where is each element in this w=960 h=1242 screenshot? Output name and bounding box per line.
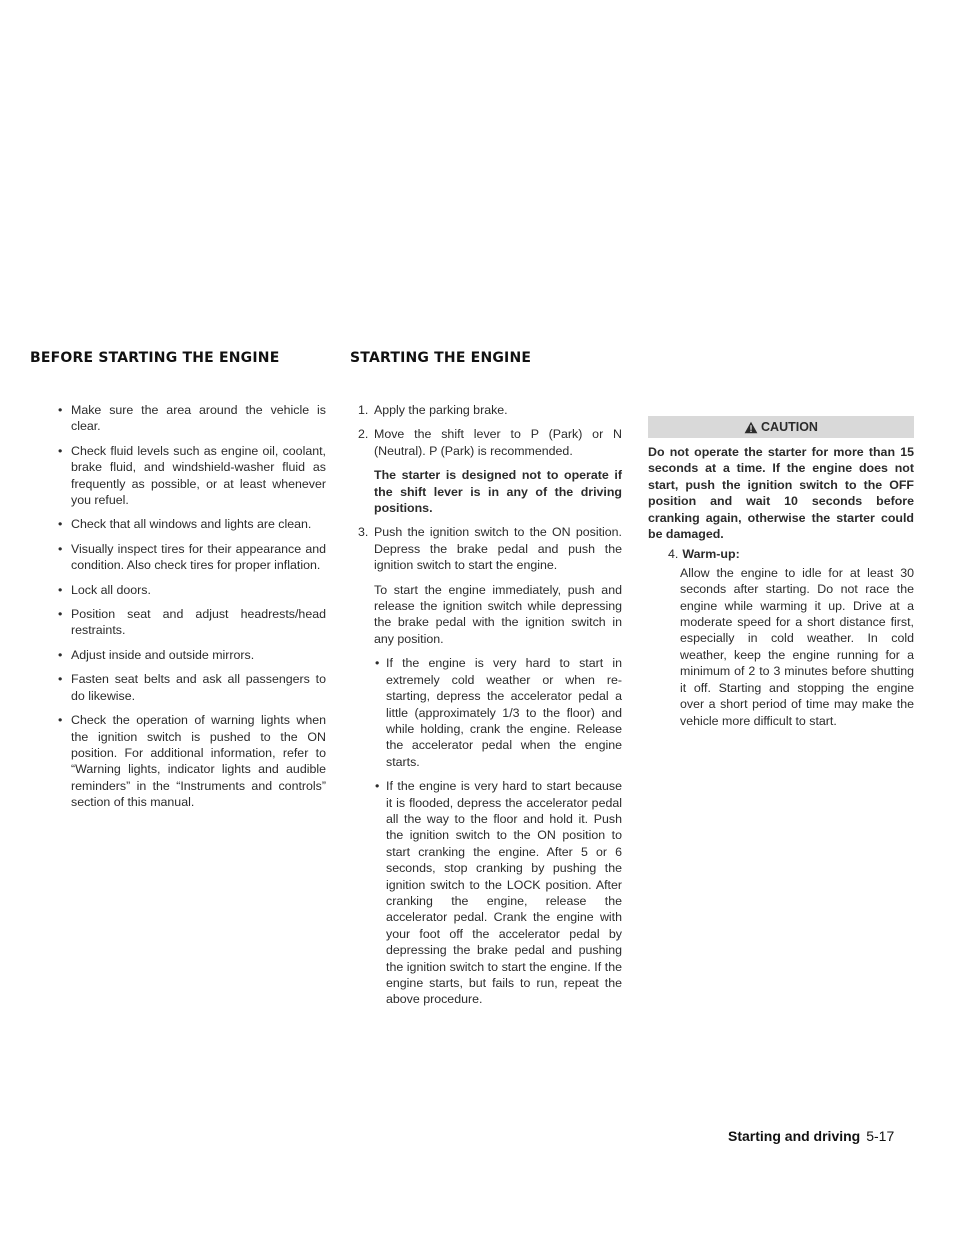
step-3 [358,524,622,573]
step-text: Apply the parking brake. [374,403,508,417]
list-item: • Visually inspect tires for their appearance and condition. Also check tires for proper inflation. [58,541,326,574]
step-1 [358,402,622,418]
caution-label: CAUTION [761,420,818,434]
before-starting-checklist [58,402,326,819]
list-item: • Position seat and adjust headrests/head restraints. [58,606,326,639]
list-item: • Check that all windows and lights are clean. [58,516,326,532]
cold-weather-tip: • If the engine is very hard to start in extremely cold weather or when re-starting, depress the accelerator pedal a little (approximately 1/3 to the floor) and while holding, crank the engine. Release the accelerator pedal when the engine starts. [358,655,622,770]
footer-section-label: Starting and driving [728,1128,861,1144]
list-item: • Check the operation of warning lights when the ignition switch is pushed to the ON position. For additional information, refer to “Warning lights, indicator lights and audible reminders” in the “Instruments and controls” section of this manual. [58,712,326,810]
list-item: • Make sure the area around the vehicle is clear. [58,402,326,435]
starting-steps-column [358,402,622,1016]
list-item: • Adjust inside and outside mirrors. [58,647,326,663]
page-number: 5-17 [866,1128,895,1144]
step-number: 1. [358,403,369,417]
caution-and-warmup-column [648,402,914,729]
section-title-before-starting: BEFORE STARTING THE ENGINE [30,350,280,366]
warmup-heading [648,546,914,562]
step-text: Move the shift lever to P (Park) or N (Neutral). P (Park) is recommended. [374,427,622,458]
warmup-text: Allow the engine to idle for at least 30 seconds after starting. Do not race the engine while warming it up. Drive at a moderate speed for a short distance first, especially in cold weather. In cold weather, keep the engine running for a minimum of 2 to 3 minutes before shutting it off. Starting and stopping the engine over a short period of time may make the vehicle more difficult to start. [680,565,914,728]
list-item: • Fasten seat belts and ask all passengers to do likewise. [58,671,326,704]
step-number: 4. [668,547,679,562]
section-title-starting-engine: STARTING THE ENGINE [350,350,532,366]
list-item: • Check fluid levels such as engine oil, coolant, brake fluid, and windshield-washer fluid as frequently as possible, or at least whenever you refuel. [58,443,326,509]
list-item: • Lock all doors. [58,582,326,598]
step-number: 3. [358,525,369,540]
flooded-engine-text: If the engine is very hard to start because it is flooded, depress the accelerator pedal all the way to the floor and hold it. Push the ignition switch to the ON position to start cranking the engine. After 5 or 6 seconds, stop cranking by pushing the ignition switch to the LOCK position. After cranking the engine, release the accelerator pedal. Crank the engine with your foot off the accelerator pedal by depressing the brake pedal and pushing the ignition switch to start the engine. If the engine starts, but fails to run, repeat the above procedure. [386,779,622,1007]
flooded-engine-tip [358,778,622,1008]
page-footer [728,1128,894,1144]
step-text: Push the ignition switch to the ON position. Depress the brake pedal and push the ignition switch to start the engine. [374,525,622,573]
caution-text: Do not operate the starter for more than 15 seconds at a time. If the engine does not start, push the ignition switch to the OFF position and wait 10 seconds before cranking again, otherwise the starter could be damaged. [648,445,914,542]
step-number: 2. [358,427,369,442]
caution-header [648,416,914,438]
warmup-title: Warm-up: [682,547,740,562]
starter-note: The starter is designed not to operate if the shift lever is in any of the driving positions. [374,468,622,516]
warning-triangle-icon [744,421,758,434]
step-3-paragraph: To start the engine immediately, push and release the ignition switch while depressing the brake pedal with the ignition switch in any position. [374,582,622,646]
step-2 [358,426,622,459]
